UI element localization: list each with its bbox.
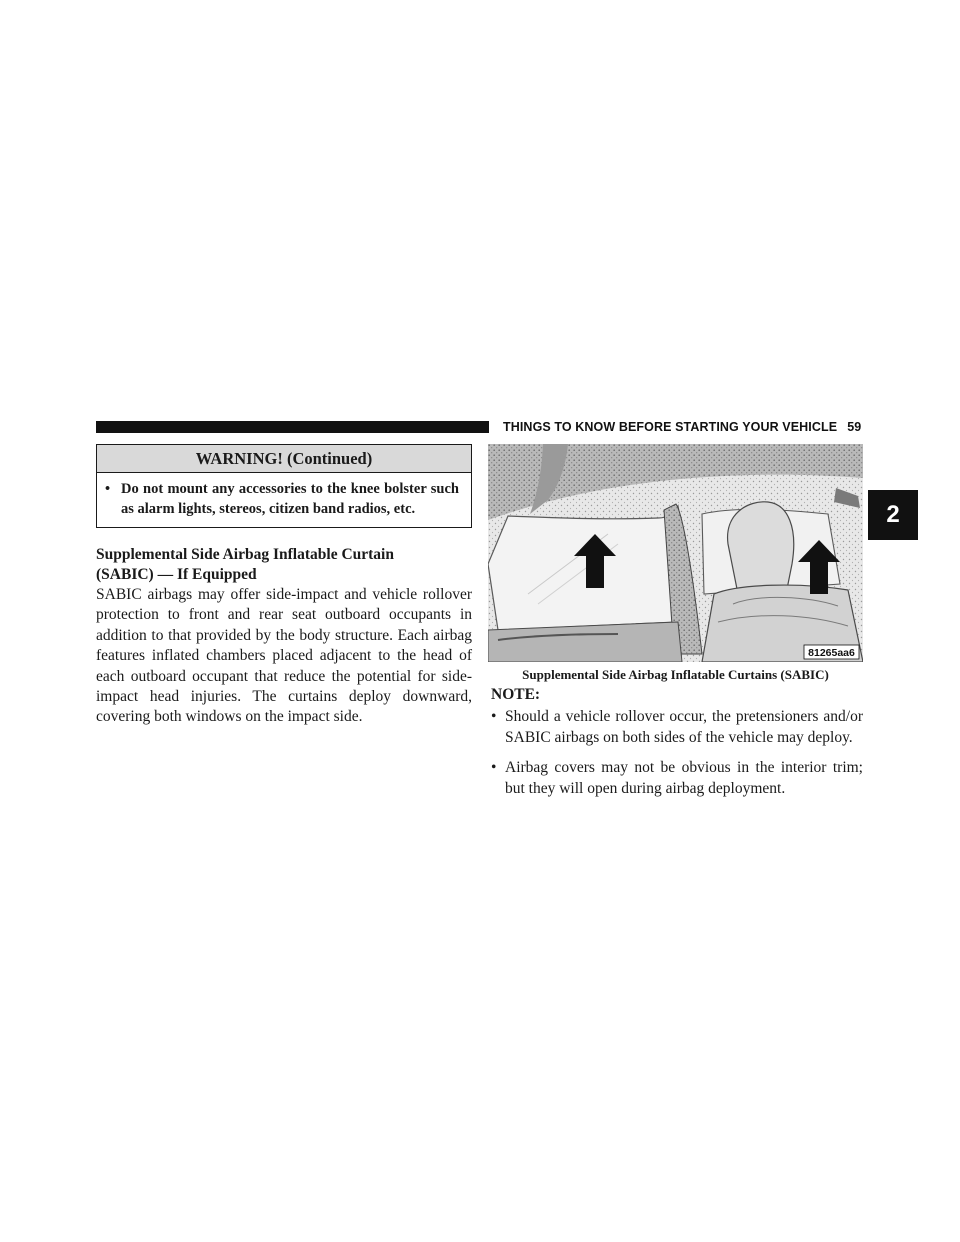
- figure-code: 81265aa6: [808, 647, 855, 659]
- warning-list: [97, 473, 471, 527]
- left-column: [96, 444, 472, 728]
- warning-item-text: Do not mount any accessories to the knee bolster such as alarm lights, stereos, citizen band radios, etc.: [121, 481, 459, 517]
- note-item-text: Should a vehicle rollover occur, the pretensioners and/or SABIC airbags on both sides of the vehicle may deploy.: [505, 708, 863, 746]
- figure-caption: Supplemental Side Airbag Inflatable Curtains (SABIC): [522, 667, 829, 682]
- note-label: NOTE:: [491, 686, 541, 703]
- section-body: SABIC airbags may offer side-impact and vehicle rollover protection to front and rear seat outboard occupants in addition to that provided by the body structure. Each airbag features inflated chambers placed adjacent to the head of each outboard occupant that reduce the potential for side-impact head injuries. The curtains deploy downward, covering both windows on the impact side.: [96, 586, 472, 726]
- page-number: 59: [847, 420, 862, 434]
- section-heading-line1: Supplemental Side Airbag Inflatable Curtain: [96, 546, 394, 563]
- running-header-title: THINGS TO KNOW BEFORE STARTING YOUR VEHICLE: [503, 420, 838, 434]
- section-heading: [96, 545, 472, 584]
- bullet-icon: •: [105, 481, 111, 497]
- note-list: [491, 707, 863, 799]
- warning-item: [105, 480, 459, 519]
- warning-title: WARNING! (Continued): [97, 445, 471, 473]
- note-item: [491, 758, 863, 799]
- warning-box: [96, 444, 472, 528]
- bullet-icon: •: [491, 759, 497, 776]
- note-item-text: Airbag covers may not be obvious in the interior trim; but they will open during airbag deployment.: [505, 759, 863, 797]
- chapter-tab[interactable]: 2: [868, 490, 918, 540]
- running-header: [503, 418, 861, 436]
- sabic-figure: [488, 444, 863, 662]
- vehicle-interior-illustration: [488, 444, 863, 662]
- note-item: [491, 707, 863, 748]
- section-heading-line2: (SABIC) — If Equipped: [96, 565, 257, 583]
- bullet-icon: •: [491, 708, 497, 725]
- header-rule: [96, 421, 489, 433]
- right-column: [491, 685, 863, 809]
